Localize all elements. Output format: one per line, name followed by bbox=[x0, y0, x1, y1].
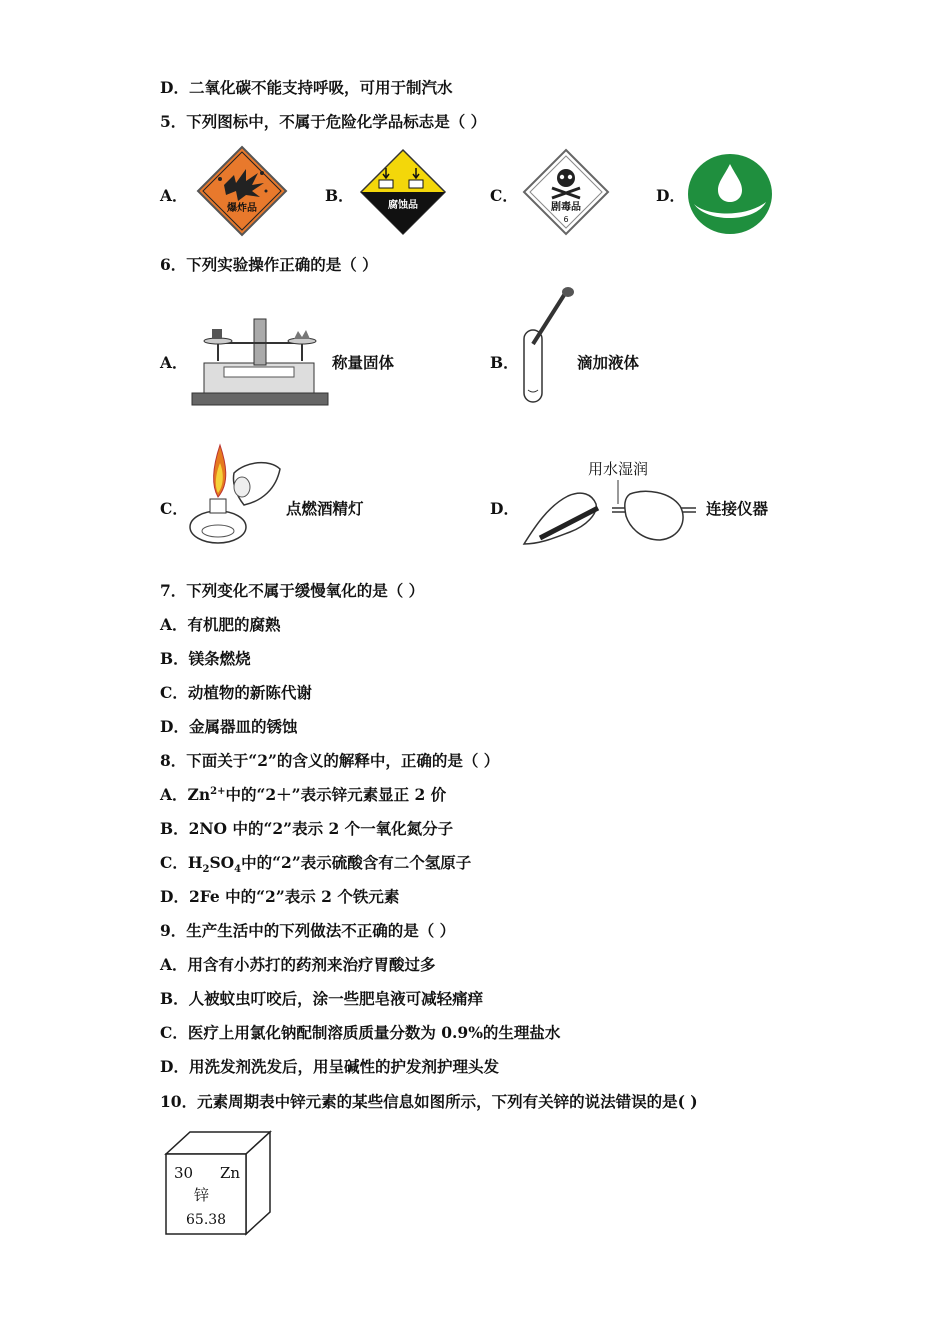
q7-option-a: A．有机肥的腐熟 bbox=[160, 615, 281, 634]
dropper-test-tube-figure bbox=[516, 284, 576, 406]
q5-option-d-label: D． bbox=[656, 186, 685, 205]
toxic-sign-number: 6 bbox=[563, 215, 569, 224]
q9-option-a: A．用含有小苏打的药剂来治疗胃酸过多 bbox=[160, 955, 436, 974]
q6-option-c-label: C． bbox=[160, 499, 188, 518]
q7-option-b: B．镁条燃烧 bbox=[160, 649, 251, 668]
q10-stem: 10．元素周期表中锌元素的某些信息如图所示，下列有关锌的说法错误的是( ) bbox=[160, 1092, 698, 1111]
q5-option-b-label: B． bbox=[325, 186, 354, 205]
q9-stem: 9．生产生活中的下列做法不正确的是（ ） bbox=[160, 921, 456, 940]
zinc-atomic-mass: 65.38 bbox=[186, 1212, 227, 1228]
q9-option-b: B．人被蚊虫叮咬后，涂一些肥皂液可减轻痛痒 bbox=[160, 989, 484, 1008]
q8-stem: 8．下面关于“2”的含义的解释中，正确的是（ ） bbox=[160, 751, 500, 770]
q6-option-b-caption: 滴加液体 bbox=[577, 353, 640, 372]
q8-c-subscript-1: 2 bbox=[202, 864, 210, 876]
q8-option-b: B．2NO 中的“2”表示 2 个一氧化氮分子 bbox=[160, 819, 454, 838]
q6-stem: 6．下列实验操作正确的是（ ） bbox=[160, 255, 378, 274]
q9-option-d: D．用洗发剂洗发后，用呈碱性的护发剂护理头发 bbox=[160, 1057, 499, 1076]
zinc-symbol: Zn bbox=[220, 1164, 241, 1182]
water-saving-sign-icon bbox=[686, 152, 774, 236]
q8-option-d: D．2Fe 中的“2”表示 2 个铁元素 bbox=[160, 887, 400, 906]
q6-option-d-label: D． bbox=[490, 499, 519, 518]
q8-option-a bbox=[160, 785, 446, 805]
alcohol-lamp-figure bbox=[186, 443, 284, 547]
q5-option-c-label: C． bbox=[490, 186, 518, 205]
connect-instrument-figure bbox=[520, 478, 700, 550]
zinc-name: 锌 bbox=[194, 1186, 210, 1204]
q5-option-a-label: A． bbox=[160, 186, 188, 205]
q7-option-c: C．动植物的新陈代谢 bbox=[160, 683, 312, 702]
q9-option-c: C．医疗上用氯化钠配制溶质质量分数为 0.9%的生理盐水 bbox=[160, 1023, 561, 1042]
q8-a-superscript: 2+ bbox=[210, 785, 226, 797]
corrosive-sign-icon bbox=[359, 148, 447, 236]
q6-option-d-caption: 连接仪器 bbox=[706, 499, 769, 518]
q6-option-a-label: A． bbox=[160, 353, 188, 372]
q6-option-a-caption: 称量固体 bbox=[332, 353, 395, 372]
explosive-sign-icon bbox=[196, 145, 288, 237]
balance-scale-figure bbox=[190, 315, 330, 407]
zinc-atomic-number: 30 bbox=[174, 1164, 194, 1182]
zinc-element-card bbox=[162, 1130, 274, 1238]
q6-option-d-note: 用水湿润 bbox=[588, 460, 649, 478]
q8-c-subscript-2: 4 bbox=[234, 864, 242, 876]
corrosive-sign-text: 腐蚀品 bbox=[388, 200, 418, 211]
q8-c-mid: SO bbox=[209, 853, 235, 872]
q8-c-prefix: C．H bbox=[160, 853, 203, 872]
toxic-sign-icon bbox=[522, 148, 610, 236]
explosive-sign-text: 爆炸品 bbox=[227, 203, 257, 214]
q8-option-c bbox=[160, 853, 472, 876]
q6-option-c-caption: 点燃酒精灯 bbox=[286, 499, 364, 518]
q8-c-suffix: 中的“2”表示硫酸含有二个氢原子 bbox=[241, 853, 472, 872]
q8-a-prefix: A．Zn bbox=[160, 785, 211, 804]
q5-stem: 5．下列图标中，不属于危险化学品标志是（ ） bbox=[160, 112, 487, 131]
q7-stem: 7．下列变化不属于缓慢氧化的是（ ） bbox=[160, 581, 425, 600]
q4-option-d: D．二氧化碳不能支持呼吸，可用于制汽水 bbox=[160, 78, 453, 97]
q8-a-suffix: 中的“2＋”表示锌元素显正 2 价 bbox=[225, 785, 447, 804]
q6-option-b-label: B． bbox=[490, 353, 519, 372]
q7-option-d: D．金属器皿的锈蚀 bbox=[160, 717, 298, 736]
toxic-sign-text: 剧毒品 bbox=[551, 202, 581, 213]
